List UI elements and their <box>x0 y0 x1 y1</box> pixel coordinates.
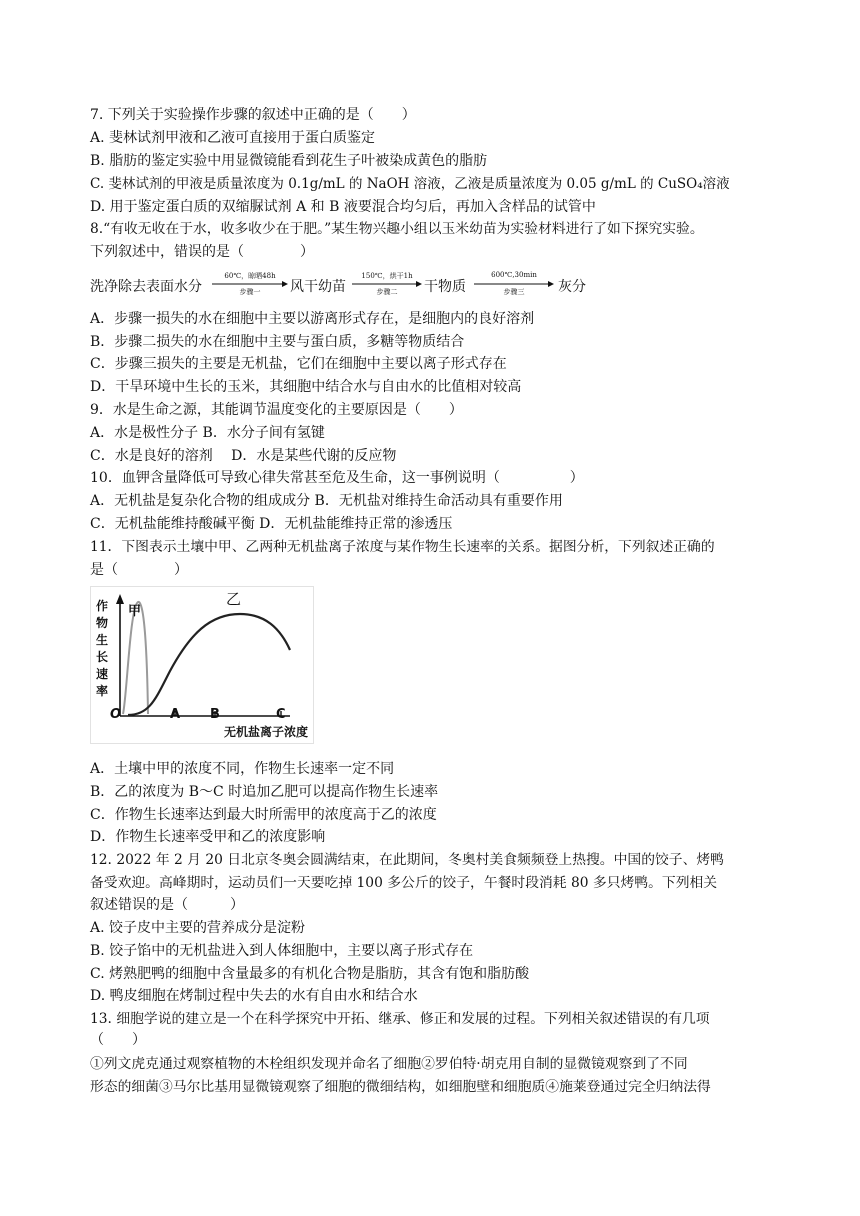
flow-arrow-2-condition: 150℃，烘干1h <box>361 272 413 280</box>
q11-option-a: A．土壤中甲的浓度不同，作物生长速率一定不同 <box>90 761 395 777</box>
q13-statement-line1: ①列文虎克通过观察植物的木栓组织发现并命名了细胞②罗伯特·胡克用自制的显微镜观察到了不同 <box>90 1056 688 1072</box>
x-tick-c: C <box>276 707 286 722</box>
q13-statement-line2: 形态的细菌③马尔比基用显微镜观察了细胞的微细结构，如细胞壁和细胞质④施莱登通过完全归纳法得 <box>90 1079 711 1095</box>
q8-option-c: C．步骤三损失的主要是无机盐，它们在细胞中主要以离子形式存在 <box>90 356 507 372</box>
flow-arrow-3-condition: 600℃,30min <box>491 271 537 279</box>
q12-option-a: A. 饺子皮中主要的营养成分是淀粉 <box>90 920 306 936</box>
q11-option-d: D．作物生长速率受甲和乙的浓度影响 <box>90 829 326 845</box>
q11-option-b: B．乙的浓度为 B～C 时追加乙肥可以提高作物生长速率 <box>90 784 439 800</box>
x-axis-label: 无机盐离子浓度 <box>224 725 309 739</box>
flow-step-start: 洗净除去表面水分 <box>90 279 202 295</box>
x-tick-a: A <box>170 707 181 722</box>
q8-option-b: B．步骤二损失的水在细胞中主要与蛋白质，多糖等物质结合 <box>90 334 465 350</box>
q13-stem-line1: 13. 细胞学说的建立是一个在科学探究中开拓、继承、修正和发展的过程。下列相关叙述错误的有几项 <box>90 1011 710 1027</box>
q13-stem-line2: （ ） <box>90 1032 146 1048</box>
q8-process-flow <box>90 271 650 296</box>
q7-stem: 7. 下列关于实验操作步骤的叙述中正确的是（ ） <box>90 107 416 123</box>
flow-arrow-3-step: 步骤三 <box>503 288 525 296</box>
q12-option-d: D. 鸭皮细胞在烤制过程中失去的水有自由水和结合水 <box>90 988 418 1004</box>
q11-option-c: C．作物生长速率达到最大时所需甲的浓度高于乙的浓度 <box>90 807 437 823</box>
origin-label: O <box>110 707 122 722</box>
curve-yi-label: 乙 <box>226 590 242 608</box>
x-tick-b: B <box>210 707 220 722</box>
y-axis-label: 作物生长速率 <box>96 599 109 698</box>
q8-option-d: D．干旱环境中生长的玉米，其细胞中结合水与自由水的比值相对较高 <box>90 379 522 395</box>
q8-stem-line1: 8.“有收无收在于水，收多收少在于肥。”某生物兴趣小组以玉米幼苗为实验材料进行了如下探究实验。 <box>90 221 704 237</box>
flow-arrow-1-step: 步骤一 <box>239 288 261 296</box>
curve-jia-label: 甲 <box>128 604 142 619</box>
q10-options-ab: A．无机盐是复杂化合物的组成成分 B．无机盐对维持生命活动具有重要作用 <box>90 493 563 509</box>
q9-options-cd: C．水是良好的溶剂 D．水是某些代谢的反应物 <box>90 448 397 464</box>
flow-step-ash: 灰分 <box>558 279 586 295</box>
q9-options-ab: A．水是极性分子 B．水分子间有氢键 <box>90 425 325 441</box>
q7-option-c: C. 斐林试剂的甲液是质量浓度为 0.1g/mL 的 NaOH 溶液，乙液是质量浓度为 0.05 g/mL 的 CuSO₄溶液 <box>90 176 730 192</box>
q12-stem-line1: 12. 2022 年 2 月 20 日北京冬奥会圆满结束，在此期间，冬奥村美食频频登上热搜。中国的饺子、烤鸭 <box>90 852 724 868</box>
flow-arrow-1 <box>212 274 288 296</box>
q8-stem-line2: 下列叙述中，错误的是（ ） <box>90 244 314 260</box>
q10-options-cd: C．无机盐能维持酸碱平衡 D．无机盐能维持正常的渗透压 <box>90 516 453 532</box>
q12-stem-line2: 备受欢迎。高峰期时，运动员们一天要吃掉 100 多公斤的饺子，午餐时段消耗 80 多只烤鸭。下列相关 <box>90 875 718 891</box>
flow-arrow-2 <box>352 274 422 296</box>
q11-stem-line2: 是（ ） <box>90 562 188 578</box>
flow-step-dry-matter: 干物质 <box>424 279 466 295</box>
flow-arrow-3 <box>474 271 554 296</box>
q7-option-b: B. 脂肪的鉴定实验中用显微镜能看到花生子叶被染成黄色的脂肪 <box>90 153 488 169</box>
q7-option-a: A. 斐林试剂甲液和乙液可直接用于蛋白质鉴定 <box>90 130 376 146</box>
q12-stem-line3: 叙述错误的是（ ） <box>90 897 244 913</box>
q10-stem: 10．血钾含量降低可导致心律失常甚至危及生命，这一事例说明（ ） <box>90 470 584 486</box>
q11-growth-rate-figure <box>90 586 314 744</box>
q11-stem-line1: 11．下图表示土壤中甲、乙两种无机盐离子浓度与某作物生长速率的关系。据图分析，下列叙述正确的 <box>90 539 715 555</box>
q9-stem: 9．水是生命之源，其能调节温度变化的主要原因是（ ） <box>90 402 463 418</box>
flow-arrow-2-step: 步骤二 <box>376 288 398 296</box>
q7-option-d: D. 用于鉴定蛋白质的双缩脲试剂 A 和 B 液要混合均匀后，再加入含样品的试管中 <box>90 199 596 215</box>
q12-option-c: C. 烤熟肥鸭的细胞中含量最多的有机化合物是脂肪，其含有饱和脂肪酸 <box>90 966 530 982</box>
flow-arrow-1-condition: 60℃，晾晒48h <box>224 272 276 280</box>
flow-step-dried-seedling: 风干幼苗 <box>290 279 346 295</box>
q8-option-a: A．步骤一损失的水在细胞中主要以游离形式存在，是细胞内的良好溶剂 <box>90 311 535 327</box>
q12-option-b: B. 饺子馅中的无机盐进入到人体细胞中，主要以离子形式存在 <box>90 943 474 959</box>
